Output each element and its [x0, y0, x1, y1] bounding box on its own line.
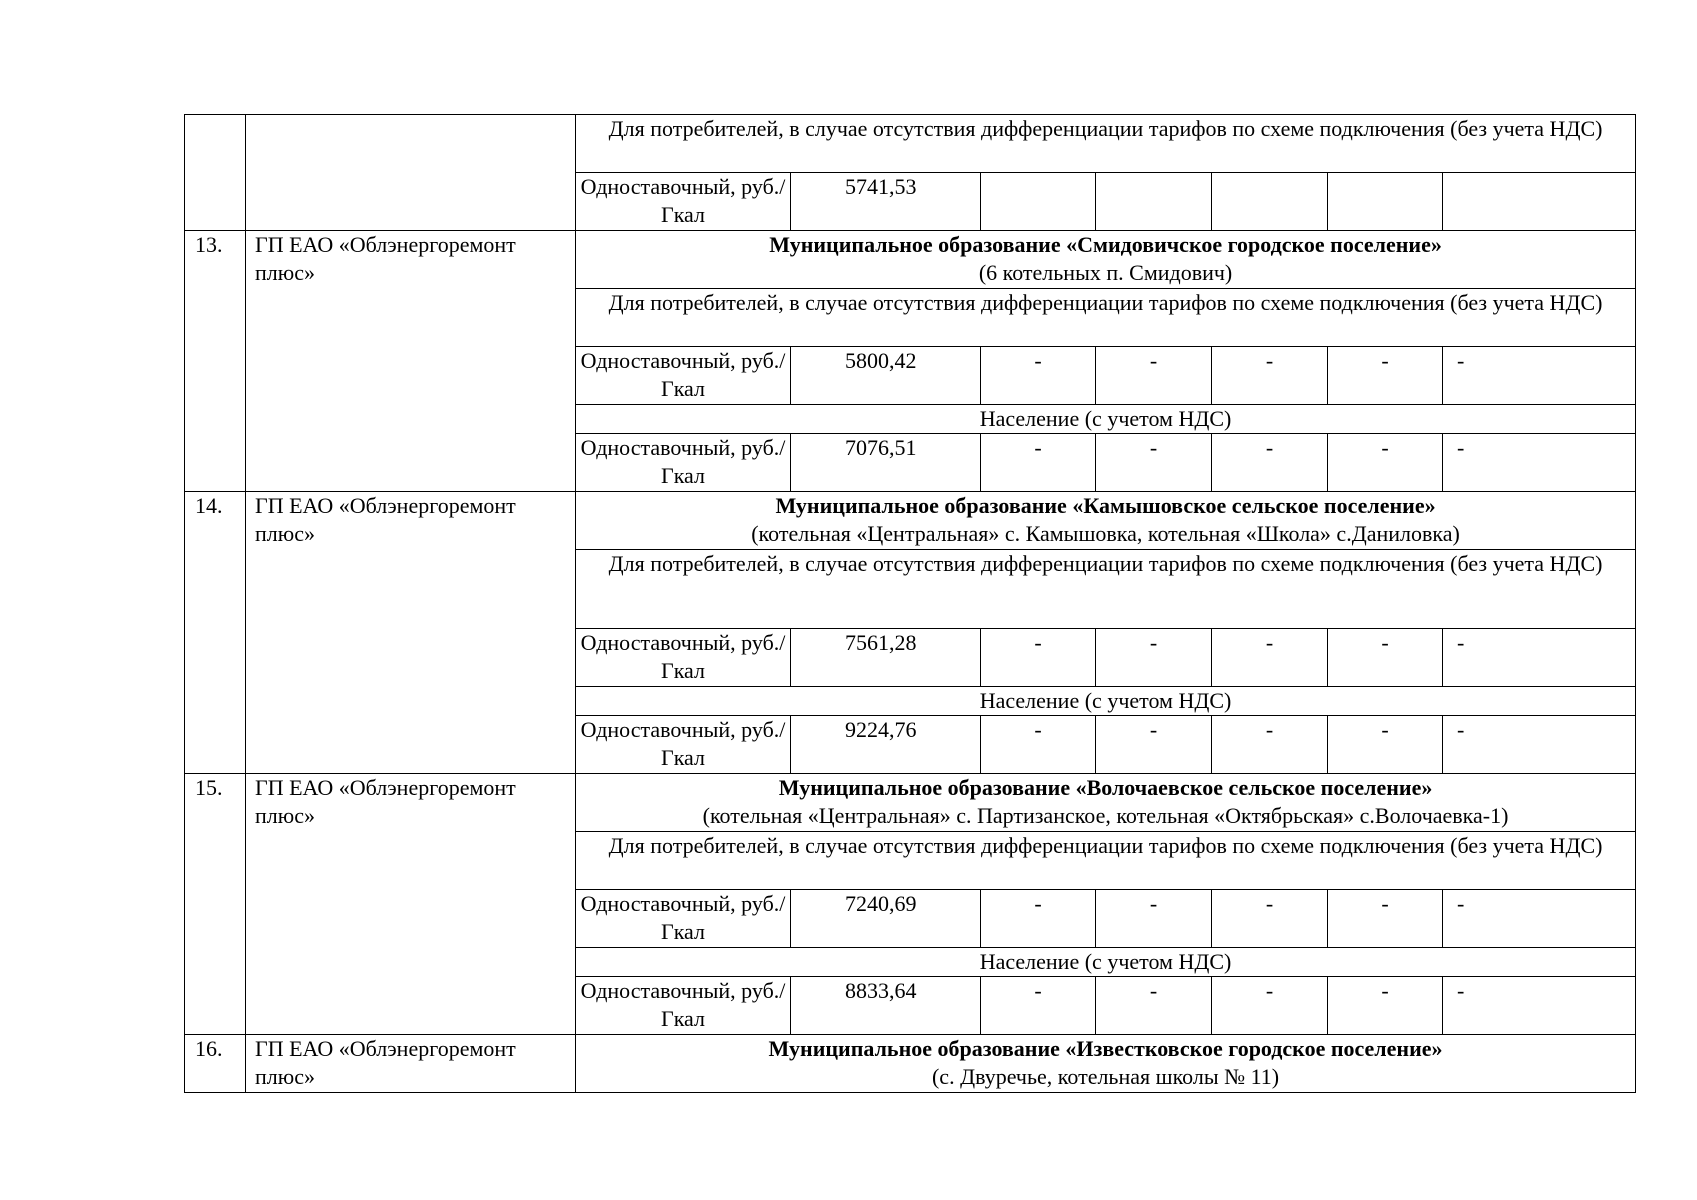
organization-name: ГП ЕАО «Облэнергоремонт плюс» — [246, 774, 576, 1035]
municipality-header — [576, 492, 1636, 550]
rate-label: Одноставочный, руб./Гкал — [576, 347, 791, 405]
dash-cell: - — [1096, 629, 1212, 687]
row-number-cell — [185, 115, 246, 231]
dash-cell: - — [981, 434, 1096, 492]
dash-cell: - — [981, 890, 1096, 948]
organization-name: ГП ЕАО «Облэнергоремонт плюс» — [246, 231, 576, 492]
rate-label: Одноставочный, руб./Гкал — [576, 173, 791, 231]
municipality-header — [576, 774, 1636, 832]
municipality-title: Муниципальное образование «Камышовское сельское поселение» — [775, 493, 1436, 518]
rate-label: Одноставочный, руб./Гкал — [576, 890, 791, 948]
empty-cell — [981, 173, 1096, 231]
dash-cell: - — [1328, 434, 1443, 492]
empty-cell — [1096, 173, 1212, 231]
municipality-title: Муниципальное образование «Смидовичское городское поселение» — [769, 232, 1442, 257]
empty-cell — [1443, 173, 1636, 231]
rate-value: 7561,28 — [791, 629, 981, 687]
dash-cell: - — [1328, 716, 1443, 774]
organization-cell — [246, 115, 576, 231]
dash-cell: - — [1328, 629, 1443, 687]
dash-cell: - — [1212, 716, 1328, 774]
consumers-header: Для потребителей, в случае отсутствия дифференциации тарифов по схеме подключения (без учета НДС) — [576, 832, 1636, 890]
dash-cell: - — [1328, 347, 1443, 405]
dash-cell: - — [1212, 434, 1328, 492]
dash-cell: - — [1096, 890, 1212, 948]
dash-cell: - — [981, 347, 1096, 405]
empty-cell — [1328, 173, 1443, 231]
rate-value: 5800,42 — [791, 347, 981, 405]
row-number: 14. — [185, 492, 246, 774]
municipality-subtitle: (котельная «Центральная» с. Партизанское, котельная «Октябрьская» с.Волочаевка-1) — [702, 803, 1509, 828]
dash-cell: - — [1443, 716, 1636, 774]
table-row — [185, 492, 1636, 550]
dash-cell: - — [1443, 347, 1636, 405]
table-row — [185, 1035, 1636, 1093]
dash-cell: - — [1212, 977, 1328, 1035]
municipality-title: Муниципальное образование «Известковское городское поселение» — [768, 1036, 1443, 1061]
dash-cell: - — [981, 977, 1096, 1035]
dash-cell: - — [1212, 347, 1328, 405]
dash-cell: - — [1328, 977, 1443, 1035]
dash-cell: - — [1096, 347, 1212, 405]
tariff-table — [184, 114, 1636, 1093]
organization-name: ГП ЕАО «Облэнергоремонт плюс» — [246, 492, 576, 774]
municipality-subtitle: (6 котельных п. Смидович) — [978, 260, 1233, 285]
municipality-subtitle: (котельная «Центральная» с. Камышовка, котельная «Школа» с.Даниловка) — [751, 521, 1460, 546]
dash-cell: - — [1096, 434, 1212, 492]
rate-value: 5741,53 — [791, 173, 981, 231]
population-rate-label: Одноставочный, руб./Гкал — [576, 434, 791, 492]
dash-cell: - — [1443, 434, 1636, 492]
municipality-header — [576, 1035, 1636, 1093]
population-rate-value: 8833,64 — [791, 977, 981, 1035]
municipality-title: Муниципальное образование «Волочаевское сельское поселение» — [778, 775, 1433, 800]
dash-cell: - — [1212, 890, 1328, 948]
organization-name: ГП ЕАО «Облэнергоремонт плюс» — [246, 1035, 576, 1093]
consumers-header: Для потребителей, в случае отсутствия дифференциации тарифов по схеме подключения (без учета НДС) — [576, 289, 1636, 347]
table-row — [185, 231, 1636, 289]
dash-cell: - — [1443, 629, 1636, 687]
dash-cell: - — [1328, 890, 1443, 948]
consumers-header: Для потребителей, в случае отсутствия дифференциации тарифов по схеме подключения (без учета НДС) — [576, 550, 1636, 629]
empty-cell — [1212, 173, 1328, 231]
row-number: 16. — [185, 1035, 246, 1093]
dash-cell: - — [1212, 629, 1328, 687]
dash-cell: - — [981, 716, 1096, 774]
rate-value: 7240,69 — [791, 890, 981, 948]
consumers-header: Для потребителей, в случае отсутствия дифференциации тарифов по схеме подключения (без учета НДС) — [576, 115, 1636, 173]
table-row — [185, 774, 1636, 832]
rate-label: Одноставочный, руб./Гкал — [576, 629, 791, 687]
population-rate-label: Одноставочный, руб./Гкал — [576, 977, 791, 1035]
population-header: Население (с учетом НДС) — [576, 948, 1636, 977]
dash-cell: - — [1443, 890, 1636, 948]
population-rate-value: 7076,51 — [791, 434, 981, 492]
population-rate-label: Одноставочный, руб./Гкал — [576, 716, 791, 774]
dash-cell: - — [1096, 977, 1212, 1035]
population-header: Население (с учетом НДС) — [576, 405, 1636, 434]
dash-cell: - — [1096, 716, 1212, 774]
table-row — [185, 115, 1636, 173]
row-number: 15. — [185, 774, 246, 1035]
municipality-header — [576, 231, 1636, 289]
population-rate-value: 9224,76 — [791, 716, 981, 774]
municipality-subtitle: (с. Двуречье, котельная школы № 11) — [931, 1064, 1280, 1089]
dash-cell: - — [981, 629, 1096, 687]
dash-cell: - — [1443, 977, 1636, 1035]
population-header: Население (с учетом НДС) — [576, 687, 1636, 716]
row-number: 13. — [185, 231, 246, 492]
